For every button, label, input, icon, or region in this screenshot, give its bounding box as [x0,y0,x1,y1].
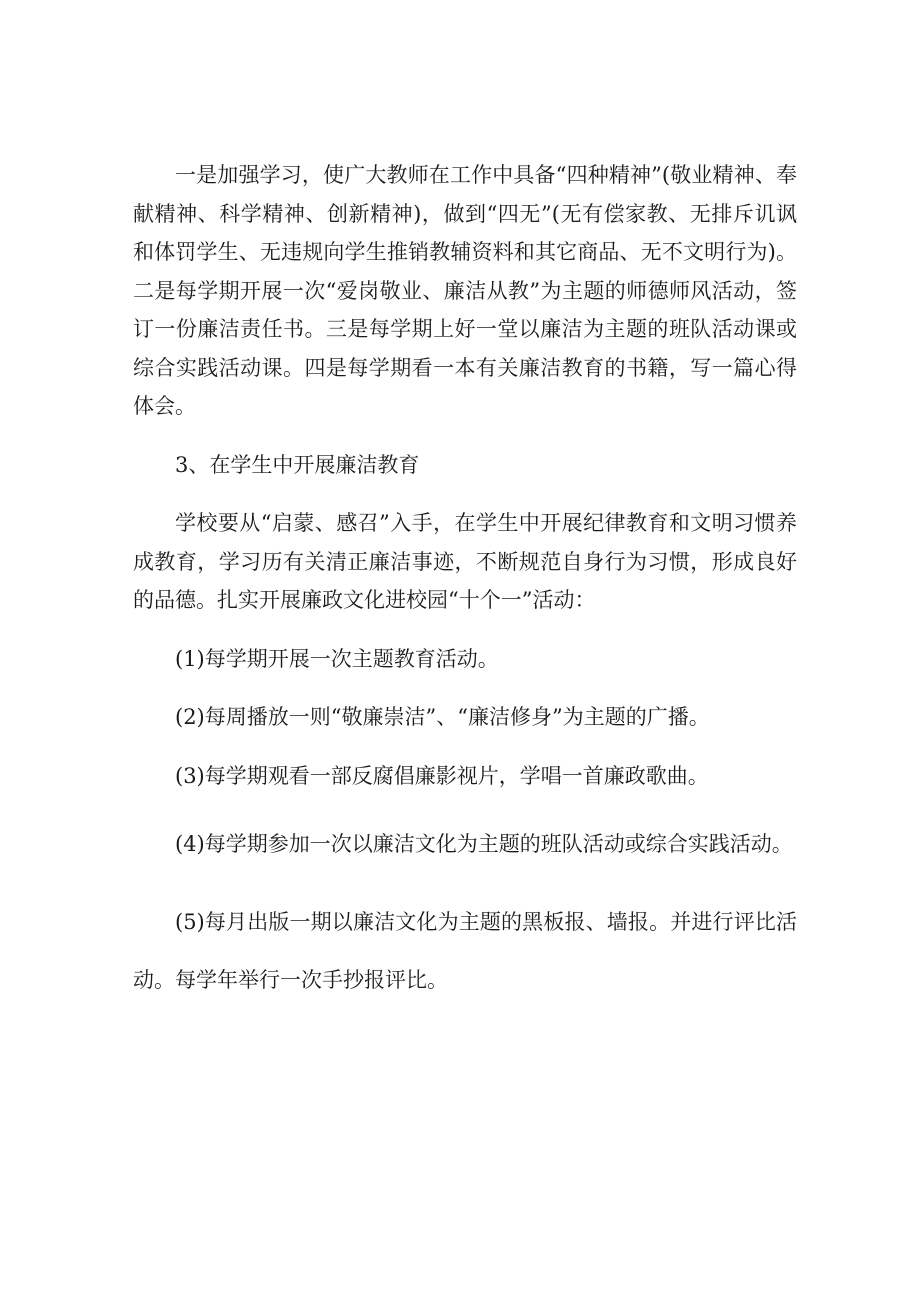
paragraph-teacher-measures: 一是加强学习，使广大教师在工作中具备“四种精神”(敬业精神、奉献精神、科学精神、创新精神)，做到“四无”(无有偿家教、无排斥讥讽和体罚学生、无违规向学生推销教辅资料和其它商品、无不文明行为)。二是每学期开展一次“爱岗敬业、廉洁从教”为主题的师德师风活动，签订一份廉洁责任书。三是每学期上好一堂以廉洁为主题的班队活动课或综合实践活动课。四是每学期看一本有关廉洁教育的书籍，写一篇心得体会。 [133,163,797,418]
paragraph-student-education: 学校要从“启蒙、感召”入手，在学生中开展纪律教育和文明习惯养成教育，学习历有关清正廉洁事迹，不断规范自身行为习惯，形成良好的品德。扎实开展廉政文化进校园“十个一”活动： [133,511,797,612]
section-heading-student-education: 3、在学生中开展廉洁教育 [175,452,420,477]
list-item-4: (4)每学期参加一次以廉洁文化为主题的班队活动或综合实践活动。 [175,832,793,856]
list-item-2: (2)每周播放一则“敬廉崇洁”、“廉洁修身”为主题的广播。 [175,705,710,729]
list-item-3: (3)每学期观看一部反腐倡廉影视片，学唱一首廉政歌曲。 [175,763,709,788]
list-item-1: (1)每学期开展一次主题教育活动。 [175,646,499,671]
document-page [133,156,797,1029]
list-item-5: (5)每月出版一期以廉洁文化为主题的黑板报、墙报。并进行评比活动。每学年举行一次手抄报评比。 [133,910,797,992]
